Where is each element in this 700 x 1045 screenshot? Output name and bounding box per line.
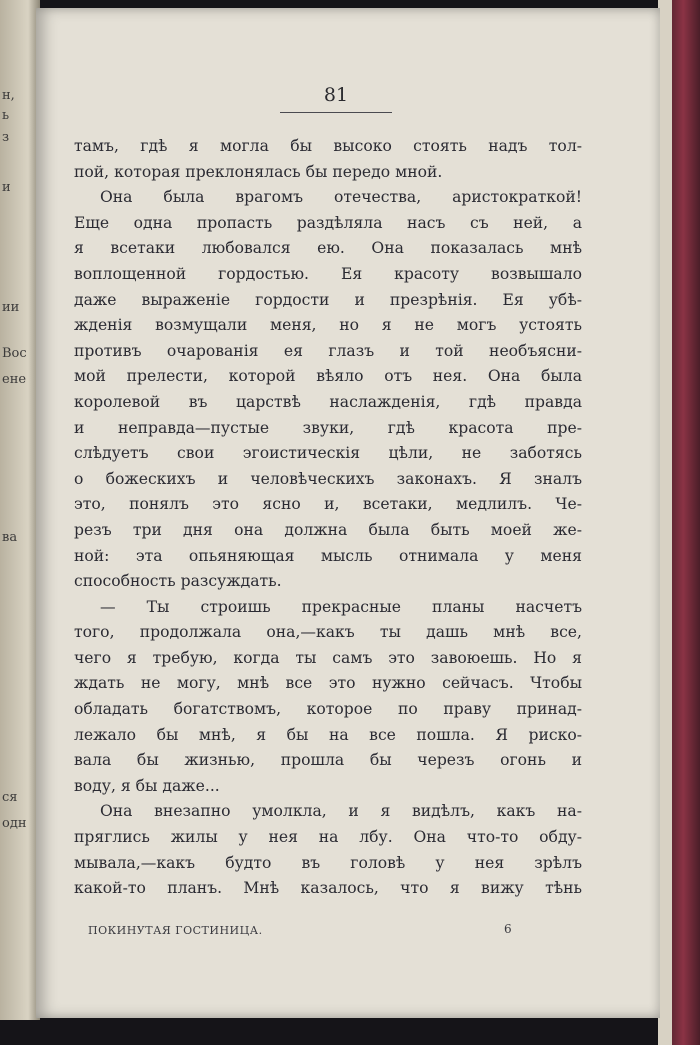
text-line: это, понялъ это ясно и, всетаки, медлилъ. Че- (74, 495, 582, 514)
text-line: резъ три дня она должна была быть моей же- (74, 520, 582, 539)
text-line: тамъ, гдѣ я могла бы высоко стоять надъ тол- (74, 137, 582, 155)
page-number: 81 (323, 84, 349, 106)
left-page-fragment: з (2, 130, 10, 145)
text-line: — Ты строишь прекрасные планы насчетъ (100, 597, 582, 616)
signature-mark: 6 (504, 922, 512, 936)
left-page-fragment: ене (2, 372, 27, 387)
text-line: пряглись жилы у нея на лбу. Она что-то обду- (74, 828, 582, 847)
text-line: противъ очарованія ея глазъ и той необъясни- (74, 341, 582, 360)
text-line: ной: эта опьяняющая мысль отнимала у меня (74, 546, 582, 565)
left-page-fragment: н, (2, 88, 15, 103)
book-page (36, 8, 660, 1018)
text-line: Она была врагомъ отечества, аристократкой! (100, 188, 582, 207)
text-line: того, продолжала она,—какъ ты дашь мнѣ все, (74, 623, 582, 642)
left-page-fragment: ии (2, 300, 20, 315)
left-page-fragment: и (2, 180, 11, 195)
text-line: слѣдуетъ свои эгоистическія цѣли, не заботясь (74, 444, 582, 463)
text-line: даже выраженіе гордости и презрѣнія. Ея убѣ- (74, 290, 582, 309)
text-line: воду, я бы даже... (74, 776, 220, 795)
text-line: Еще одна пропасть раздѣляла насъ съ ней, а (74, 213, 582, 232)
text-line: чего я требую, когда ты самъ это завоюешь. Но я (74, 648, 582, 667)
page-footer-title: ПОКИНУТАЯ ГОСТИНИЦА. (88, 924, 263, 937)
text-line: мой прелести, которой вѣяло отъ нея. Она была (74, 367, 582, 386)
left-page-fragment: одн (2, 816, 27, 831)
page-body-text (74, 134, 582, 902)
left-page-fragment: ь (2, 108, 10, 123)
text-line: какой-то планъ. Мнѣ казалось, что я вижу тѣнь (74, 879, 582, 898)
left-page-fragment: ся (2, 790, 18, 805)
page-number-rule (280, 112, 392, 113)
text-line: жденія возмущали меня, но я не могъ устоять (74, 316, 582, 335)
text-line: вала бы жизнью, прошла бы черезъ огонь и (74, 751, 582, 770)
text-line: обладать богатствомъ, которое по праву принад- (74, 700, 582, 719)
text-line: королевой въ царствѣ наслажденія, гдѣ правда (74, 392, 582, 411)
left-page-fragment: Вос (2, 346, 27, 361)
text-line: лежало бы мнѣ, я бы на все пошла. Я риско- (74, 725, 582, 744)
text-line: пой, которая преклонялась бы передо мной. (74, 162, 443, 181)
book-binding-edge (658, 0, 700, 1045)
text-line: воплощенной гордостью. Ея красоту возвышало (74, 264, 582, 283)
left-page-fragment: ва (2, 530, 18, 545)
text-line: я всетаки любовался ею. Она показалась мнѣ (74, 239, 582, 258)
text-line: ждать не могу, мнѣ все это нужно сейчасъ. Чтобы (74, 674, 582, 693)
left-page-edge (0, 0, 40, 1020)
text-line: способность разсуждать. (74, 572, 282, 591)
text-line: и неправда—пустые звуки, гдѣ красота пре- (74, 418, 582, 437)
text-line: Она внезапно умолкла, и я видѣлъ, какъ на- (100, 802, 582, 821)
text-line: мывала,—какъ будто въ головѣ у нея зрѣлъ (74, 853, 582, 872)
text-line: о божескихъ и человѣческихъ законахъ. Я зналъ (74, 469, 582, 488)
